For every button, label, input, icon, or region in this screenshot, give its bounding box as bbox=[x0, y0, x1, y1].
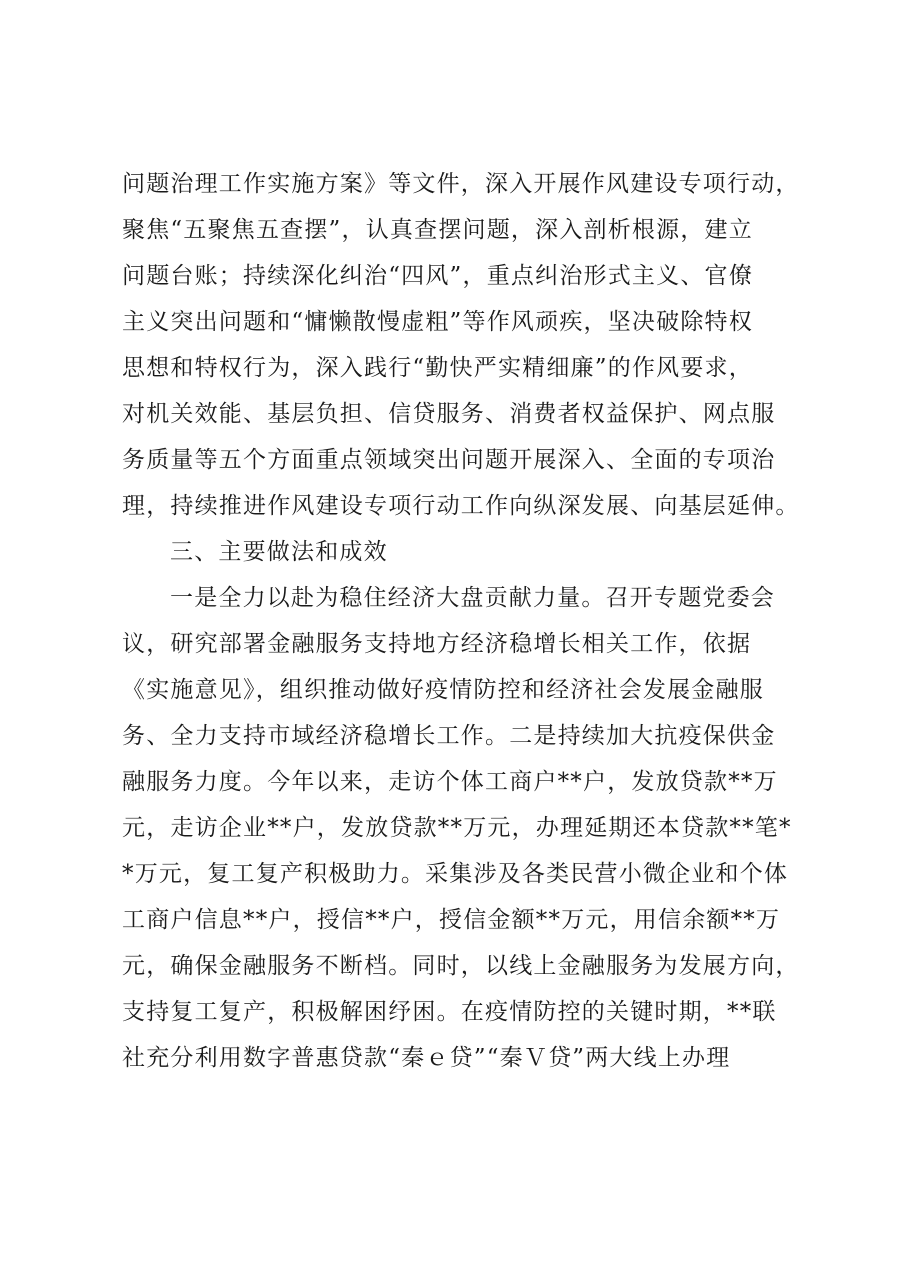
body-text-line: 支持复工复产，积极解困纾困。在疫情防控的关键时期，**联 bbox=[122, 999, 777, 1025]
body-text-line: 务质量等五个方面重点领域突出问题开展深入、全面的专项治 bbox=[122, 447, 776, 473]
body-text-line: 聚焦“五聚焦五查摆”，认真查摆问题，深入剖析根源，建立 bbox=[122, 217, 753, 243]
body-text-line: 工商户信息**户，授信**户，授信金额**万元，用信余额**万 bbox=[122, 907, 781, 933]
body-text-line: 问题台账；持续深化纠治“四风”，重点纠治形式主义、官僚 bbox=[122, 263, 753, 289]
body-text-line: 元，走访企业**户，发放贷款**万元，办理延期还本贷款**笔* bbox=[122, 815, 792, 841]
body-text-line: 务、全力支持市域经济稳增长工作。二是持续加大抗疫保供金 bbox=[122, 723, 776, 749]
body-text-line: 思想和特权行为，深入践行“勤快严实精细廉”的作风要求， bbox=[122, 355, 753, 381]
body-text-line: 《实施意见》，组织推动做好疫情防控和经济社会发展金融服 bbox=[122, 677, 764, 703]
body-text-line: 问题治理工作实施方案》等文件，深入开展作风建设专项行动， bbox=[122, 171, 800, 197]
body-text-line: 融服务力度。今年以来，走访个体工商户**户，发放贷款**万 bbox=[122, 769, 778, 795]
body-text-line: 社充分利用数字普惠贷款“秦ｅ贷”“秦Ｖ贷”两大线上办理 bbox=[122, 1045, 731, 1071]
body-text-line: 元，确保金融服务不断档。同时，以线上金融服务为发展方向， bbox=[122, 953, 800, 979]
paragraph-first-line: 一是全力以赴为稳住经济大盘贡献力量。召开专题党委会 bbox=[170, 585, 775, 611]
body-text-line: *万元，复工复产积极助力。采集涉及各类民营小微企业和个体 bbox=[122, 861, 789, 887]
body-text-line: 议，研究部署金融服务支持地方经济稳增长相关工作，依据 bbox=[122, 631, 752, 657]
body-text-line: 主义突出问题和“慵懒散慢虚粗”等作风顽疾，坚决破除特权 bbox=[122, 309, 753, 335]
body-text-line: 理，持续推进作风建设专项行动工作向纵深发展、向基层延伸。 bbox=[122, 493, 800, 519]
section-heading: 三、主要做法和成效 bbox=[170, 539, 388, 565]
body-text-line: 对机关效能、基层负担、信贷服务、消费者权益保护、网点服 bbox=[122, 401, 776, 427]
